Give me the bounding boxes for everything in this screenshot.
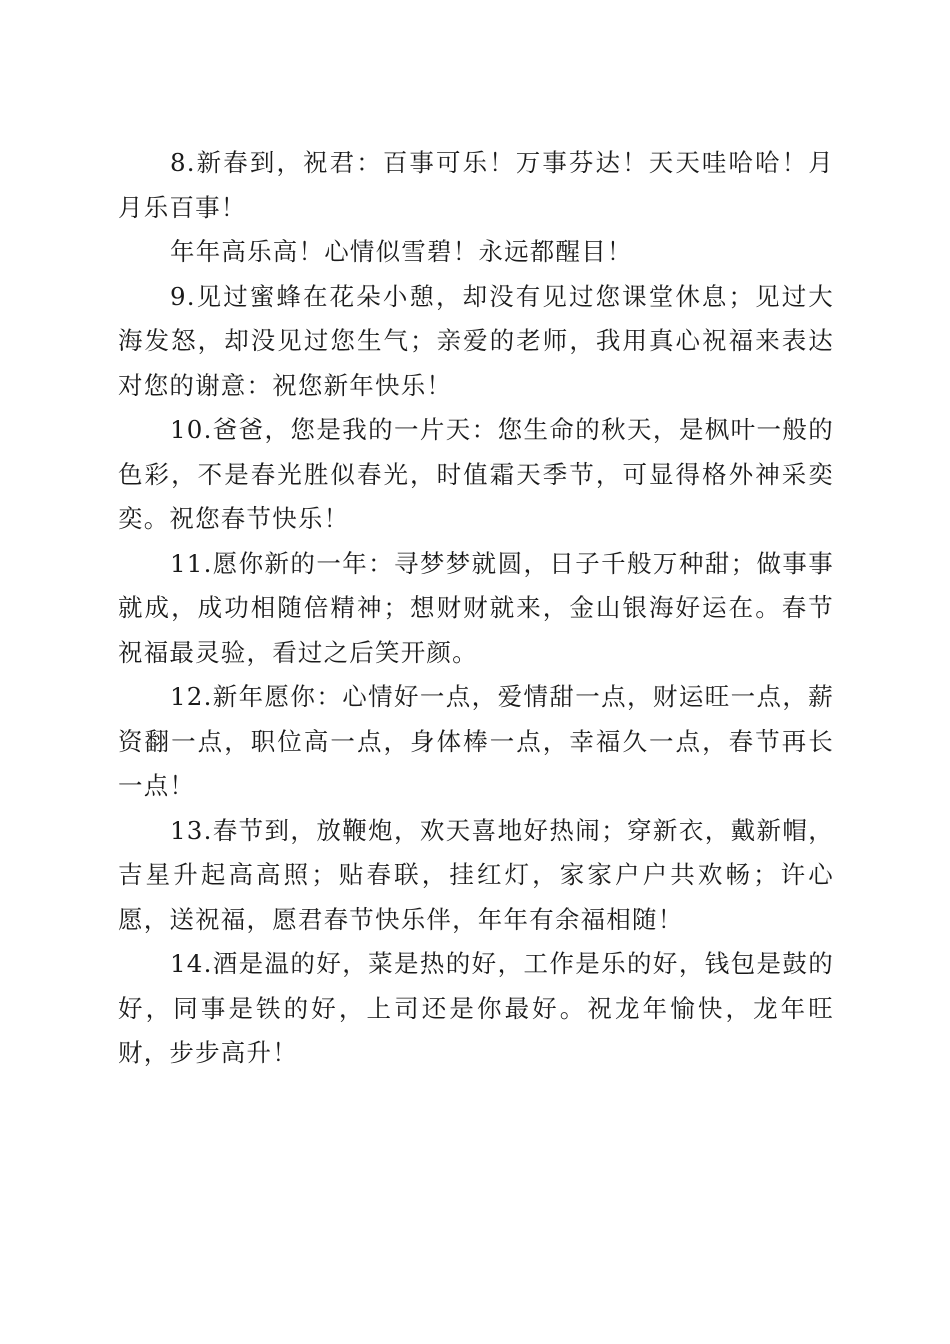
- document-body: [118, 141, 834, 1076]
- paragraph-8: 8.新春到，祝君：百事可乐！万事芬达！天天哇哈哈！月月乐百事！: [118, 148, 834, 222]
- paragraph-14: 14.酒是温的好，菜是热的好，工作是乐的好，钱包是鼓的好，同事是铁的好，上司还是你最好。祝龙年愉快，龙年旺财，步步高升！: [118, 949, 834, 1067]
- paragraph-8-continued: 年年高乐高！心情似雪碧！永远都醒目！: [170, 237, 633, 266]
- paragraph-11: 11.愿你新的一年：寻梦梦就圆，日子千般万种甜；做事事就成，成功相随倍精神；想财财就来，金山银海好运在。春节祝福最灵验，看过之后笑开颜。: [118, 548, 834, 667]
- paragraph-9: 9.见过蜜蜂在花朵小憩，却没有见过您课堂休息；见过大海发怒，却没见过您生气；亲爱的老师，我用真心祝福来表达对您的谢意：祝您新年快乐！: [118, 281, 834, 400]
- paragraph-13: 13.春节到，放鞭炮，欢天喜地好热闹；穿新衣，戴新帽，吉星升起高高照；贴春联，挂红灯，家家户户共欢畅；许心愿，送祝福，愿君春节快乐伴，年年有余福相随！: [118, 815, 834, 934]
- paragraph-10: 10.爸爸，您是我的一片天：您生命的秋天，是枫叶一般的色彩，不是春光胜似春光，时值霜天季节，可显得格外神采奕奕。祝您春节快乐！: [118, 415, 834, 533]
- paragraph-12: 12.新年愿你：心情好一点，爱情甜一点，财运旺一点，薪资翻一点，职位高一点，身体棒一点，幸福久一点，春节再长一点！: [118, 682, 834, 800]
